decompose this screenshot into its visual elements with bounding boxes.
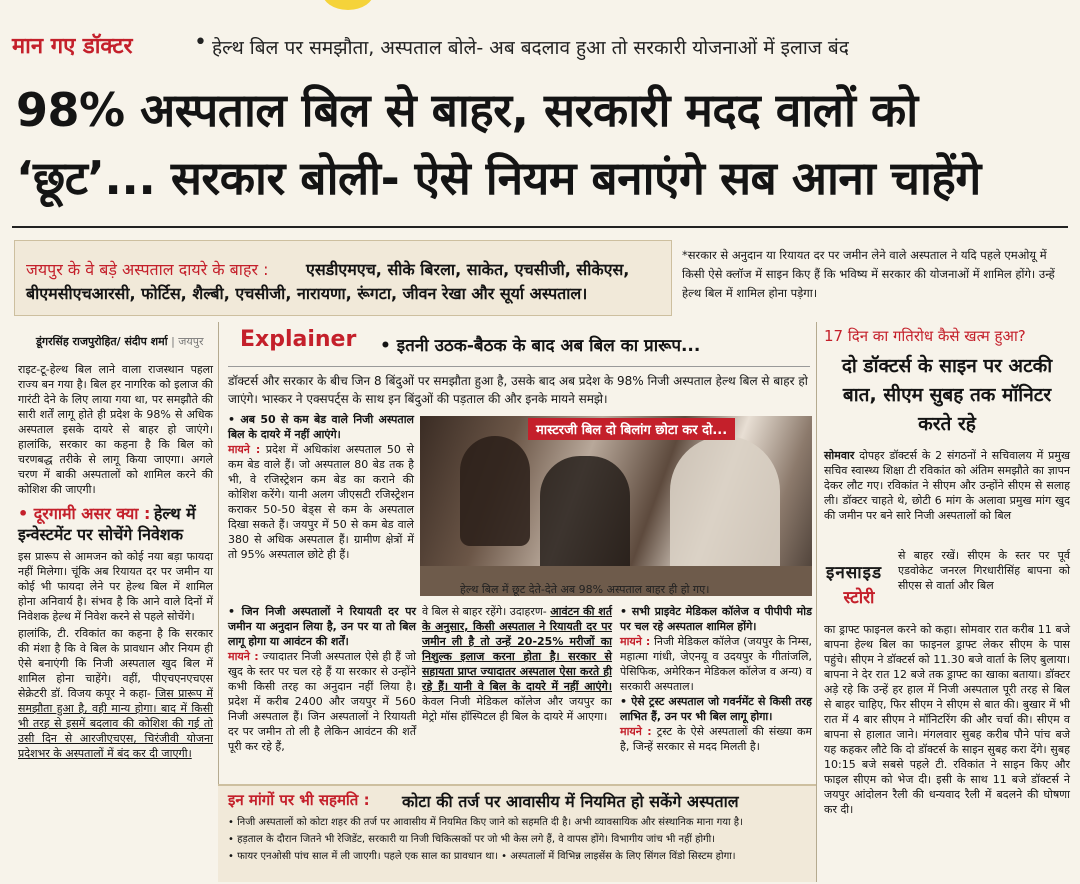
column-divider	[816, 322, 817, 882]
col1-subhead-red: • दूरगामी असर क्या :	[18, 504, 151, 523]
col1-paragraph: इस प्रारूप से आमजन को कोई नया बड़ा फायदा नहीं मिलेगा। चूंकि अब रियायत दर पर जमीन या कोई भी फायदा लेने पर हेल्थ बिल में शामिल होना अनिवार्य है। संभव है कि आने वाले दिनों में निवेशक हेल्थ में निवेश करने से पहले सोचेंगे।	[18, 550, 213, 623]
band-list-line2: बीएमसीएचआरसी, फोर्टिस, शैल्बी, एचसीजी, नारायणा, रूंगटा, जीवन रेखा और सूर्या अस्पताल।	[26, 284, 588, 303]
col1-paragraph: राइट-टू-हेल्थ बिल लाने वाला राजस्थान पहला राज्य बन गया है। बिल हर नागरिक को इलाज की गारंटी देने के लिए लाया गया था, पर समझौते की सारी शर्तें लागू होते ही प्रदेश के 98% से अधिक अस्पताल इसके दायरे से बाहर हो जाएंगे। हालांकि, सरकार का कहना है कि बिल को चरणबद्ध तरीके से लागू किया जाएगा। अगले चरण में बाकी अस्पतालों को शामिल करने की कोशिश की जाएगी।	[18, 363, 213, 496]
point1-title: • अब 50 से कम बेड वाले निजी अस्पताल बिल के दायरे में नहीं आएंगे।	[228, 413, 414, 441]
col3-underlined: आवंटन की शर्त के अनुसार, किसी अस्पताल ने रियायती दर पर जमीन ली है तो उन्हें 20-25% मरीजों का निशुल्क इलाज करना होता है। सरकार से सहायता प्राप्त ज्यादातर अस्पताल ऐसा करते ही रहे हैं। यानी वे बिल के दायरे में नहीं आएंगे।	[422, 605, 612, 693]
col3-text: वे बिल से बाहर रहेंगे। उदाहरण-	[422, 605, 547, 618]
headline-line1: 98% अस्पताल बिल से बाहर, सरकारी मदद वालों को	[16, 83, 918, 137]
point2-title: • जिन निजी अस्पतालों ने रियायती दर पर जमीन या अनुदान लिया है, उन पर या तो बिल लागू होगा या आवंटन की शर्तें।	[228, 605, 416, 648]
demands-item: • फायर एनओसी पांच साल में ली जाएगी। पहले एक साल का प्रावधान था। • अस्पतालों में विभिन्न लाइसेंस के लिए सिंगल विंडो सिस्टम होगा।	[228, 851, 736, 862]
right-paragraph	[824, 448, 1070, 523]
col4-text1: निजी मेडिकल कॉलेज (जयपुर के निम्स, महात्मा गांधी, जेएनयू व उदयपुर के गीतांजलि, पेसिफिक, अमेरिकन मेडिकल कॉलेज व अन्य) व सरकारी अस्पताल।	[620, 635, 813, 693]
column-three	[422, 604, 612, 724]
col4-meaning-label: मायने :	[620, 725, 652, 738]
col4-title1: • सभी प्राइवेट मेडिकल कॉलेज व पीपीपी मोड पर चल रहे अस्पताल शामिल होंगे।	[620, 605, 812, 633]
story-label: स्टोरी	[843, 588, 875, 608]
col4-text2: ट्रस्ट के ऐसे अस्पतालों की संख्या कम है, जिन्हें सरकार से मदद मिलती है।	[620, 725, 813, 753]
col3-text: केवल निजी मेडिकल कॉलेज और जयपुर का मेट्रो मॉस हॉस्पिटल ही बिल के दायरे में आएगा।	[422, 695, 612, 723]
byline-names: डूंगरसिंह राजपुरोहित/ संदीप शर्मा	[36, 335, 168, 348]
col4-title2: • ऐसे ट्रस्ट अस्पताल जो गवर्नमेंट से किसी तरह लाभित हैं, उन पर भी बिल लागू होगा।	[620, 695, 812, 723]
col1-subhead-a: हेल्थ में	[153, 504, 196, 523]
point1	[228, 412, 414, 562]
news-photo	[420, 416, 812, 596]
right-headline: दो डॉक्टर्स के साइन पर अटकी बात, सीएम सुबह तक मॉनिटर करते रहे	[841, 355, 1053, 435]
sun-graphic	[322, 0, 374, 10]
kicker-dot: •	[194, 30, 207, 55]
right-p3: का ड्राफ्ट फाइनल करने को कहा। सोमवार रात करीब 11 बजे बापना हेल्थ बिल का फाइनल ड्राफ्ट लेकर सीएम के पास पहुंचे। सीएम ने डॉक्टर्स को 11.30 बजे वार्ता के लिए बुलाया। बापना ने देर रात 12 बजे तक ड्राफ्ट का खाका बताया। डॉक्टर अड़े रहे कि उन्हें हर हाल में निजी अस्पताल पूरी तरह से बिल से बाहर चाहिए, फिर सीएम ने सीएम से बात की। बुखार में भी रात में 4 बार सीएम ने मॉनिटरिंग की और चर्चा की। सीएम व बापना से हालात जाने। मंगलवार सुबह करीब पौने पांच बजे यह कहकर लौटे कि दो डॉक्टर्स के साइन सुबह करा देंगे। सुबह 10:15 बजे सबसे पहले टी. रविकांत ने साइन किए और फाइल सीएम को भेज दी। इसी के साथ 11 बजे डॉक्टर्स ने जयपुर आंदोलन रैली की धन्यवाद रैली में बदलने की घोषणा कर दी।	[824, 623, 1070, 816]
demands-title: कोटा की तर्ज पर आवासीय में नियमित हो सकेंगे अस्पताल	[402, 792, 739, 811]
photo-tag: मास्टरजी बिल दो बिलांग छोटा कर दो...	[528, 418, 735, 440]
point2-text: ज्यादातर निजी अस्पताल ऐसे ही हैं जो खुद के स्तर पर चल रहे हैं या सरकार से उन्होंने कभी किसी तरह का अनुदान नहीं लिया है। प्रदेश में करीब 2400 और जयपुर में 560 निजी अस्पताल हैं। जिन अस्पतालों ने रियायती दर पर जमीन तो ली है लेकिन आवंटन की शर्तें पूरी कर रहे हैं,	[228, 650, 416, 753]
band-list-line1: एसडीएमएच, सीके बिरला, साकेत, एचसीजी, सीकेएस,	[306, 260, 630, 279]
column-four	[620, 604, 812, 754]
point2-meaning-label: मायने :	[228, 650, 259, 663]
col1-quote: जिस प्रारूप में समझौता हुआ है, वही मान्य होगा। बाद में किसी भी तरह से इसमें बदलाव की कोशिश की गई तो उसी दिन से आरजीएचएस, चिरंजीवी योजना प्रदेशभर के अस्पतालों में बंद कर दी जाएगी।	[18, 687, 214, 760]
headline-rule	[12, 226, 1068, 228]
column-divider	[218, 322, 219, 810]
explainer-title	[380, 333, 700, 356]
right-p1-bold: सोमवार	[824, 449, 855, 462]
column-one	[18, 362, 213, 761]
demands-label: इन मांगों पर भी सहमति :	[228, 791, 370, 809]
point1-text: प्रदेश में अधिकांश अस्पताल 50 से कम बेड वाले हैं। जो अस्पताल 80 बेड तक है भी, वे रजिस्ट्रेशन कम बेड का कराने की कोशिश करेंगे। यानी अलग जीएसटी रजिस्ट्रेशन कराकर 50-50 बेड्स से कम के अस्पताल दिखा सकते हैं। जयपुर में 50 से कम बेड वाले 380 से अधिक अस्पताल हैं। ग्रामीण क्षेत्रों में तो 95% अस्पताल छोटे ही हैं।	[228, 443, 414, 561]
explainer-intro: डॉक्टर्स और सरकार के बीच जिन 8 बिंदुओं पर समझौता हुआ है, उसके बाद अब प्रदेश के 98% निजी अस्पताल हेल्थ बिल से बाहर हो जाएंगे। भास्कर ने एक्सपर्ट्स के साथ इन बिंदुओं की पड़ताल की और इनके मायने समझे।	[228, 374, 808, 406]
band-lead: जयपुर के वे बड़े अस्पताल दायरे के बाहर :	[26, 260, 269, 279]
explainer-rule	[228, 366, 810, 367]
right-p1: दोपहर डॉक्टर्स के 2 संगठनों ने सचिवालय में प्रमुख सचिव स्वास्थ्य शिक्षा टी रविकांत को अंतिम समझौते का ज्ञापन देकर लौट गए। रविकांत ने सीएम और उन्होंने सीएम से सलाह ली। डॉक्टर चाहते थे, छोटी 6 मांग के अलावा प्रमुख मांग खुद की जमीन पर बने सारे निजी अस्पतालों को बिल	[824, 449, 1070, 522]
demands-item: • निजी अस्पतालों को कोटा शहर की तर्ज पर आवासीय में नियमित किए जाने को सहमति दी है। अभी व्यावसायिक और संस्थानिक माना गया है।	[228, 817, 743, 828]
inside-story-badge	[826, 560, 892, 622]
demands-list	[228, 814, 810, 865]
col4-meaning-label: मायने :	[620, 635, 651, 648]
inside-label: इनसाइड	[826, 563, 883, 583]
kicker-label: मान गए डॉक्टर	[12, 34, 133, 59]
col1-subhead-b: इन्वेस्टमेंट पर सोचेंगे निवेशक	[18, 525, 184, 544]
explainer-label: Explainer	[240, 327, 357, 352]
right-kicker: 17 दिन का गतिरोध कैसे खत्म हुआ?	[824, 327, 1026, 345]
byline-city: | जयपुर	[171, 335, 204, 348]
explainer-title-text: इतनी उठक-बैठक के बाद अब बिल का प्रारूप...	[396, 336, 701, 356]
point1-meaning-label: मायने :	[228, 443, 261, 456]
headline-line2: ‘छूट’... सरकार बोली- ऐसे नियम बनाएंगे सब आना चाहेंगे	[16, 151, 981, 205]
right-p2: से बाहर रखें। सीएम के स्तर पर पूर्व एडवोकेट जनरल गिरधारीसिंह बापना को सीएस से वार्ता और बिल	[898, 549, 1070, 592]
kicker-text: हेल्थ बिल पर समझौता, अस्पताल बोले- अब बदलाव हुआ तो सरकारी योजनाओं में इलाज बंद	[212, 37, 849, 59]
col1-paragraph: हालांकि, टी. रविकांत का कहना है कि सरकार की मंशा है कि वे बिल के प्रावधान और नियम ही ऐसे बनाएंगी कि निजी अस्पताल खुद बिल में शामिल होना चाहेंगे। वहीं, पीएचएनएचएस सेक्रेटरी डॉ. विजय कपूर ने कहा-	[18, 627, 213, 700]
point2	[228, 604, 416, 754]
demands-item: • हड़ताल के दौरान जितने भी रेजिडेंट, सरकारी या निजी चिकित्सकों पर जो भी केस लगे हैं, वे वापस होंगे। विभागीय जांच भी नहीं होगी।	[228, 834, 716, 845]
photo-caption: हेल्थ बिल में छूट देते-देते अब 98% अस्पताल बाहर ही हो गए।	[460, 583, 710, 596]
explainer-dot: •	[380, 336, 391, 356]
byline	[36, 334, 204, 349]
band-note: *सरकार से अनुदान या रियायत दर पर जमीन लेने वाले अस्पताल ने यदि पहले एमओयू में किसी ऐसे क्लॉज में साइन किए हैं कि भविष्य में सरकार की योजनाओं में शामिल होंगे। उन्हें हेल्थ बिल में शामिल होना पड़ेगा।	[682, 248, 1055, 300]
